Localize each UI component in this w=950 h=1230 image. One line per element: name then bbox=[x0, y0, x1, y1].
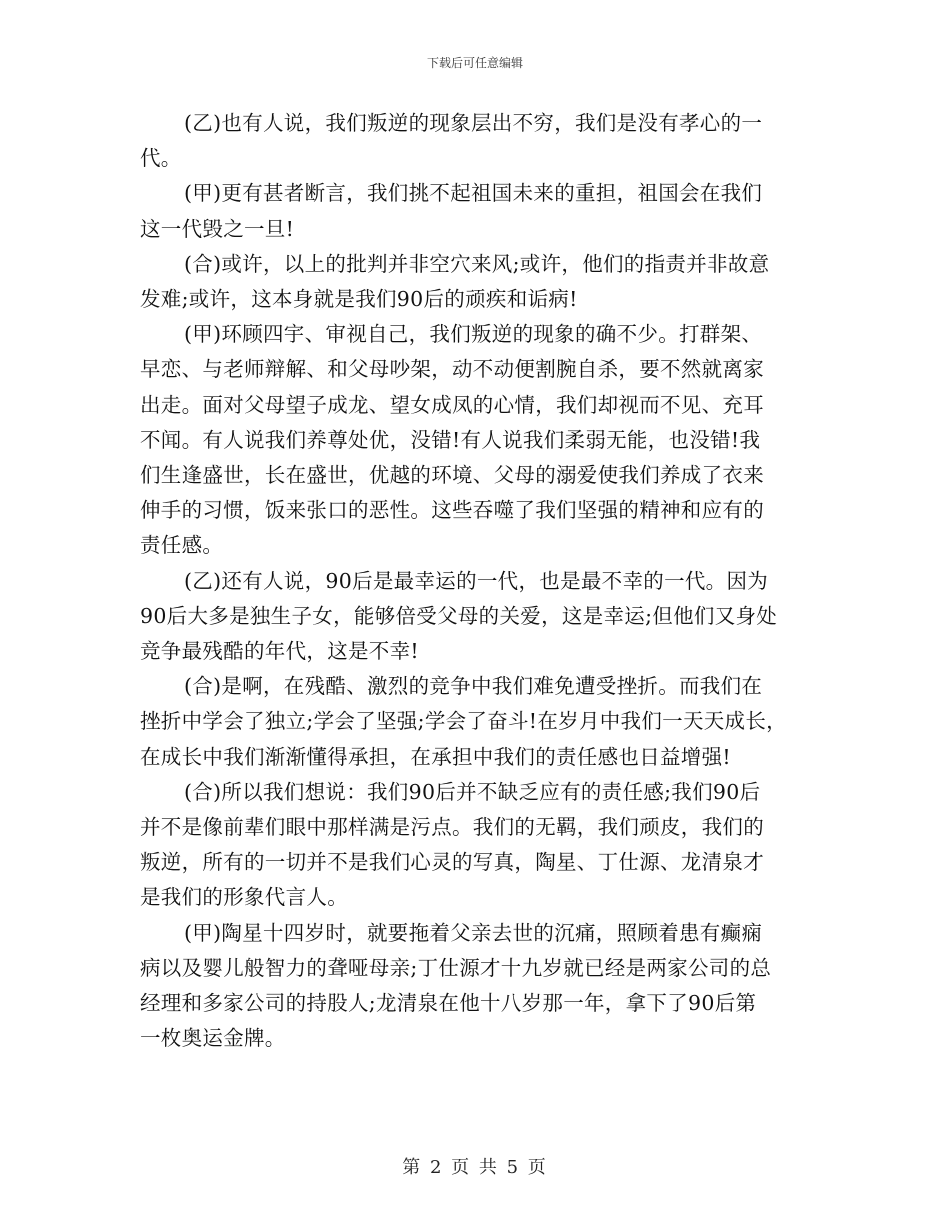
text-line: (甲)陶星十四岁时，就要拖着父亲去世的沉痛，照顾着患有癫痫 bbox=[184, 920, 763, 945]
page-header: 下载后可任意编辑 bbox=[426, 56, 523, 70]
text-line: (乙)也有人说，我们叛逆的现象层出不穷，我们是没有孝心的一 bbox=[184, 111, 763, 135]
text-line: (甲)更有甚者断言，我们挑不起祖国未来的重担，祖国会在我们 bbox=[184, 181, 763, 206]
document-body bbox=[140, 106, 830, 1056]
text-line: (合)或许，以上的批判并非空穴来风;或许，他们的指责并非故意 bbox=[184, 251, 770, 276]
text-line: 这一代毁之一旦! bbox=[140, 216, 295, 241]
paragraph bbox=[140, 106, 830, 176]
text-line: 出走。面对父母望子成龙、望女成凤的心情，我们却视而不见、充耳 bbox=[140, 392, 764, 417]
paragraph bbox=[140, 176, 830, 246]
text-line: 发难;或许，这本身就是我们90后的顽疾和诟病! bbox=[140, 287, 578, 312]
text-line: 挫折中学会了独立;学会了坚强;学会了奋斗!在岁月中我们一天天成长， bbox=[140, 709, 787, 734]
text-line: 病以及婴儿般智力的聋哑母亲;丁仕源才十九岁就已经是两家公司的总 bbox=[140, 955, 772, 980]
text-line: 们生逢盛世，长在盛世，优越的环境、父母的溺爱使我们养成了衣来 bbox=[140, 463, 764, 488]
text-line: 叛逆，所有的一切并不是我们心灵的写真，陶星、丁仕源、龙清泉才 bbox=[140, 850, 764, 875]
text-line: 一枚奥运金牌。 bbox=[140, 1026, 286, 1051]
paragraph bbox=[140, 317, 830, 563]
text-line: (合)是啊，在残酷、激烈的竞争中我们难免遭受挫折。而我们在 bbox=[184, 674, 763, 699]
paragraph bbox=[140, 916, 830, 1057]
text-line: (甲)环顾四宇、审视自己，我们叛逆的现象的确不少。打群架、 bbox=[184, 322, 763, 347]
text-line: 代。 bbox=[140, 146, 182, 171]
paragraph bbox=[140, 564, 830, 670]
text-line: 早恋、与老师辩解、和父母吵架，动不动便割腕自杀，要不然就离家 bbox=[140, 357, 764, 382]
text-line: 责任感。 bbox=[140, 533, 224, 558]
text-line: 不闻。有人说我们养尊处优，没错!有人说我们柔弱无能，也没错!我 bbox=[140, 427, 761, 452]
paragraph bbox=[140, 669, 830, 775]
text-line: 是我们的形象代言人。 bbox=[140, 885, 348, 910]
text-line: 伸手的习惯，饭来张口的恶性。这些吞噬了我们坚强的精神和应有的 bbox=[140, 498, 764, 523]
paragraph bbox=[140, 247, 830, 317]
text-line: 在成长中我们渐渐懂得承担，在承担中我们的责任感也日益增强! bbox=[140, 744, 731, 769]
text-line: (乙)还有人说，90后是最幸运的一代，也是最不幸的一代。因为 bbox=[184, 568, 769, 593]
text-line: 90后大多是独生子女，能够倍受父母的关爱，这是幸运;但他们又身处 bbox=[140, 603, 778, 628]
page-number-footer: 第 2 页 共 5 页 bbox=[402, 1157, 548, 1178]
text-line: 并不是像前辈们眼中那样满是污点。我们的无羁，我们顽皮，我们的 bbox=[140, 815, 764, 840]
paragraph bbox=[140, 775, 830, 916]
text-line: 竞争最残酷的年代，这是不幸! bbox=[140, 639, 419, 664]
text-line: 经理和多家公司的持股人;龙清泉在他十八岁那一年，拿下了90后第 bbox=[140, 991, 757, 1016]
text-line: (合)所以我们想说：我们90后并不缺乏应有的责任感;我们90后 bbox=[184, 779, 761, 804]
